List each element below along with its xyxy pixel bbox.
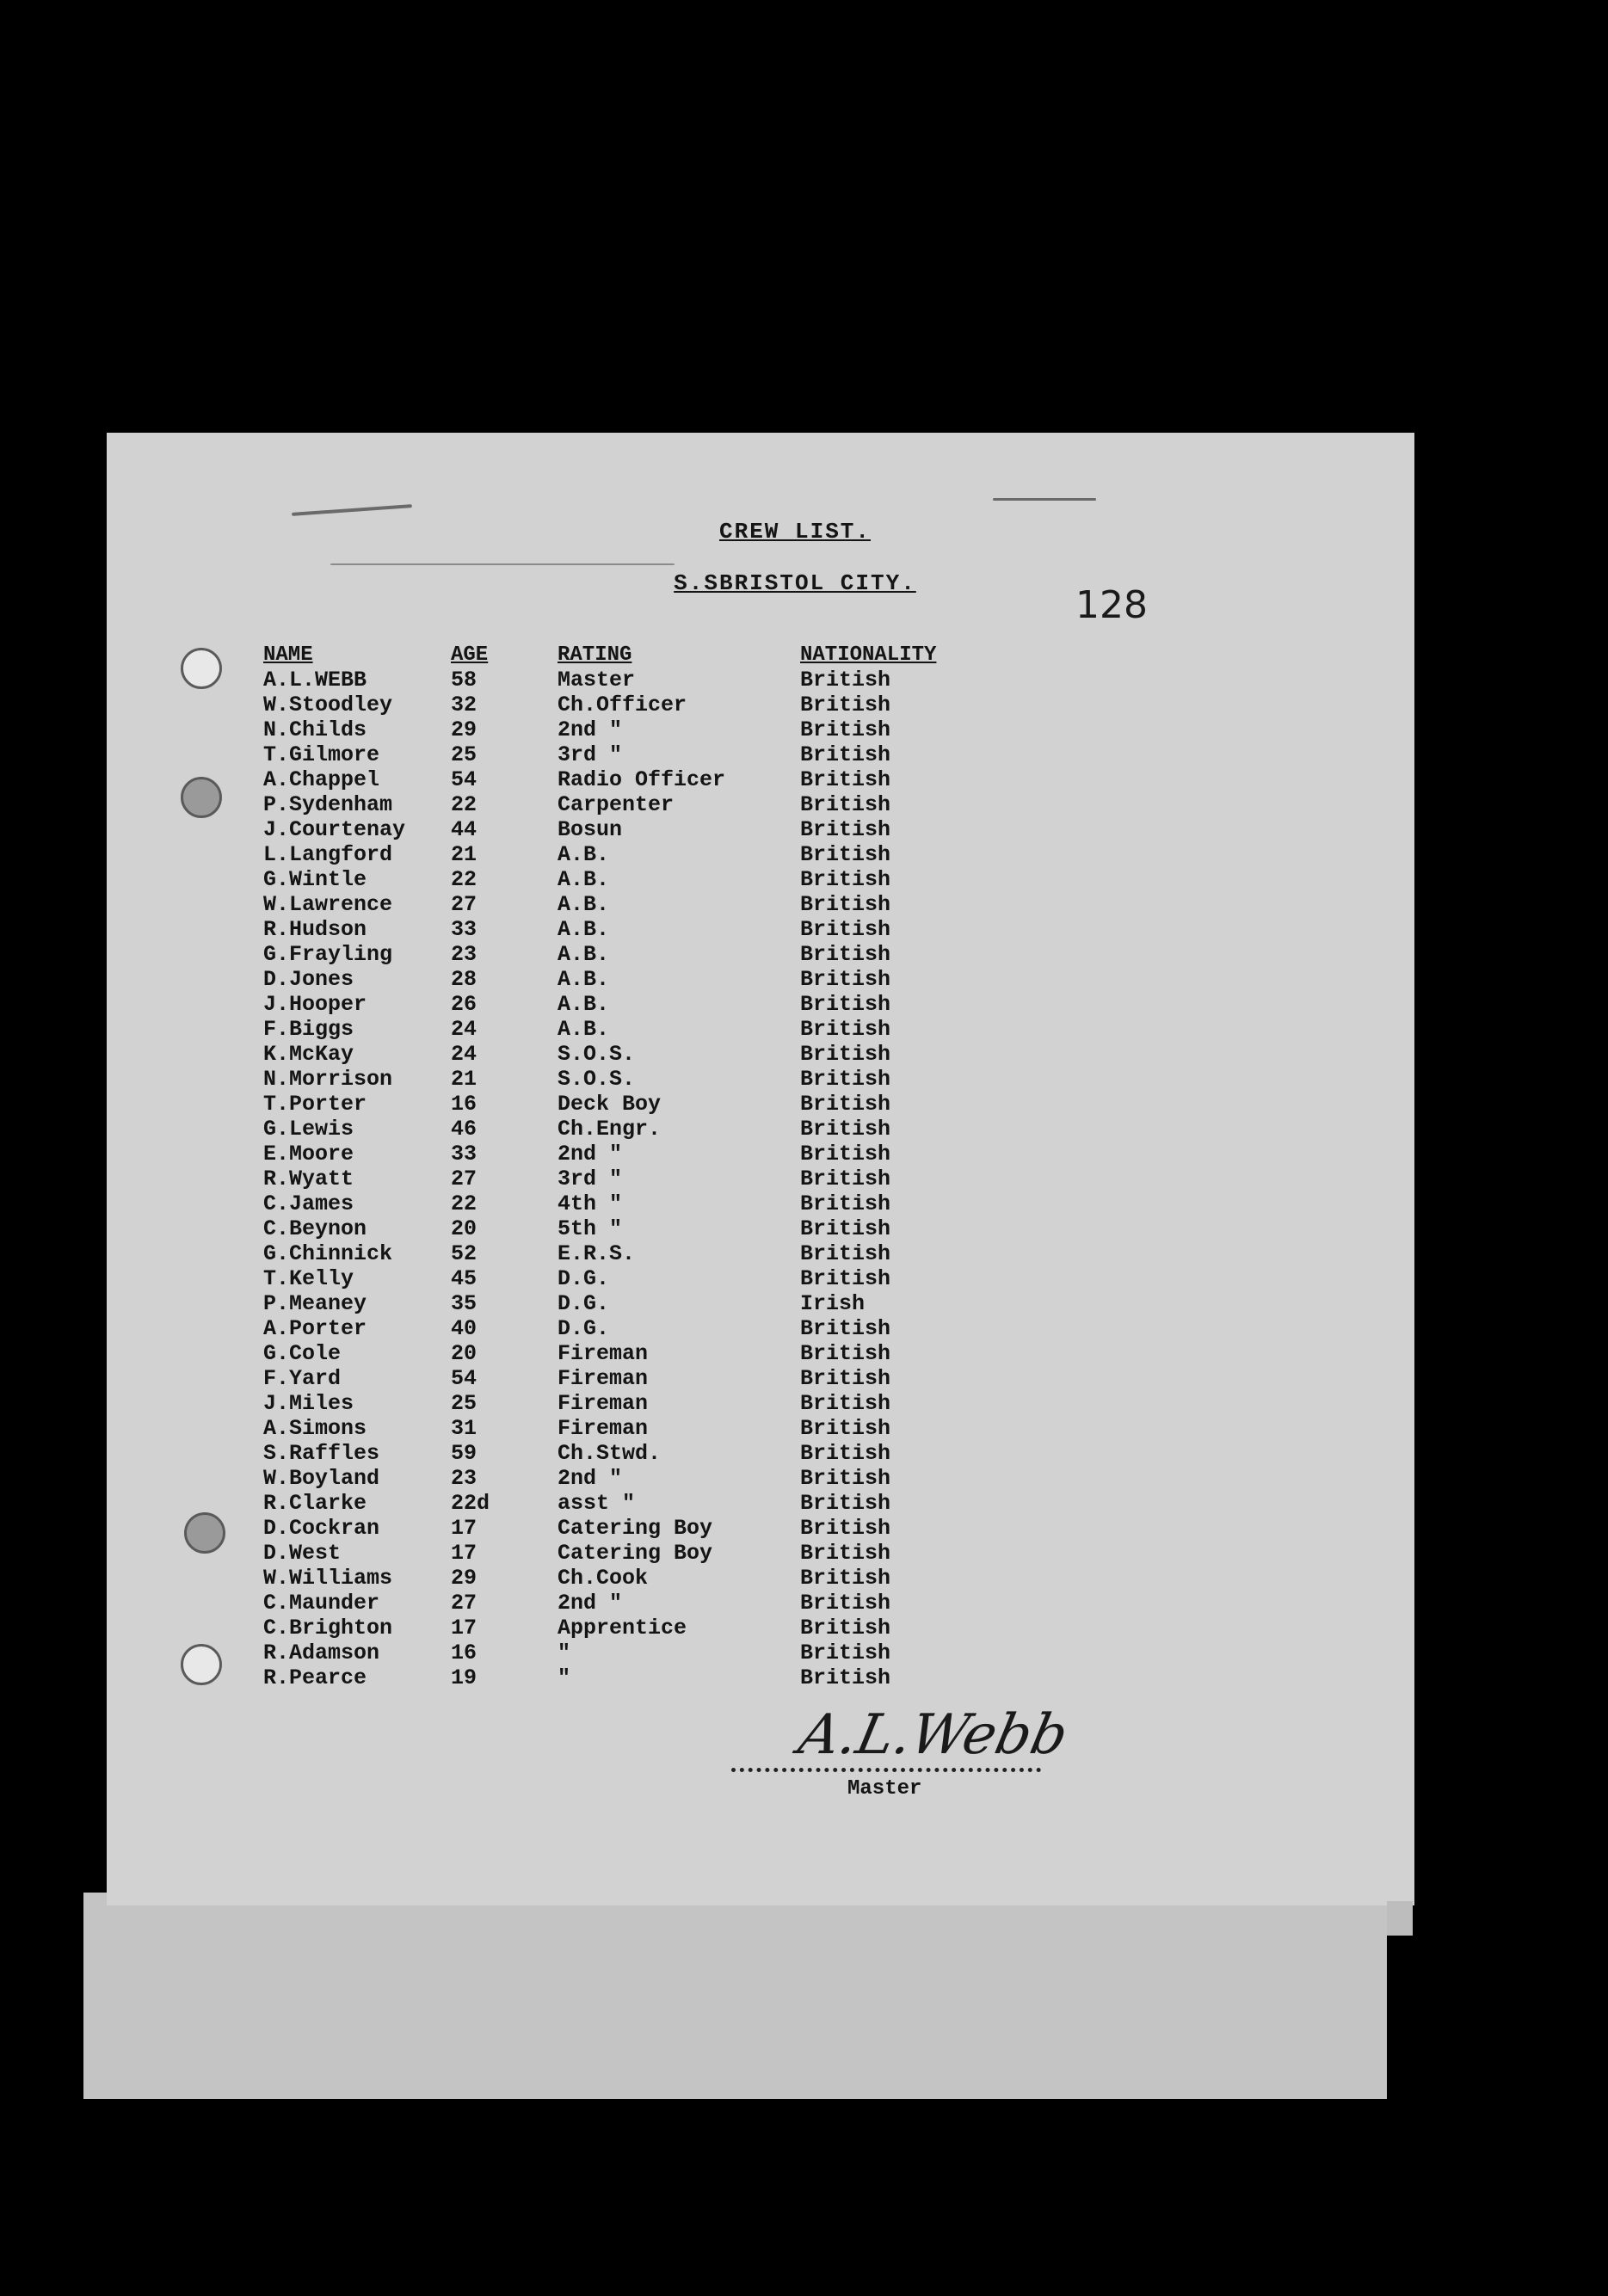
crew-rating: S.O.S.: [558, 1067, 636, 1092]
crew-row: [263, 1117, 972, 1142]
crew-rating: A.B.: [558, 867, 610, 892]
crew-name: R.Adamson: [263, 1640, 380, 1665]
crew-age: 52: [451, 1241, 477, 1266]
crew-rating: D.G.: [558, 1316, 610, 1341]
crew-row: [263, 1616, 972, 1640]
crew-name: N.Childs: [263, 717, 367, 742]
crew-name: R.Wyatt: [263, 1166, 354, 1191]
crew-nationality: British: [800, 1516, 891, 1541]
crew-name: E.Moore: [263, 1142, 354, 1166]
crew-nationality: British: [800, 1092, 891, 1117]
crew-row: [263, 792, 972, 817]
crew-rating: ": [558, 1665, 571, 1690]
crew-nationality: British: [800, 1591, 891, 1616]
crew-nationality: British: [800, 1142, 891, 1166]
crew-row: [263, 1566, 972, 1591]
crew-age: 35: [451, 1291, 477, 1316]
crew-age: 45: [451, 1266, 477, 1291]
crew-age: 22: [451, 792, 477, 817]
header-name: NAME: [263, 643, 313, 667]
crew-nationality: British: [800, 1191, 891, 1216]
crew-nationality: British: [800, 1541, 891, 1566]
sheet-edge: [1387, 1901, 1413, 1936]
crew-rating: 2nd ": [558, 1591, 623, 1616]
crew-nationality: British: [800, 1491, 891, 1516]
crew-name: R.Hudson: [263, 917, 367, 942]
crew-rating: S.O.S.: [558, 1042, 636, 1067]
crew-name: F.Yard: [263, 1366, 342, 1391]
crew-age: 20: [451, 1341, 477, 1366]
signature-line: [731, 1768, 1041, 1772]
crew-rating: D.G.: [558, 1291, 610, 1316]
crew-age: 25: [451, 742, 477, 767]
crew-age: 21: [451, 1067, 477, 1092]
crew-rating: A.B.: [558, 942, 610, 967]
crew-name: G.Wintle: [263, 867, 367, 892]
crew-rating: Carpenter: [558, 792, 675, 817]
crew-age: 58: [451, 668, 477, 692]
crew-nationality: British: [800, 1366, 891, 1391]
crew-age: 59: [451, 1441, 477, 1466]
crew-rating: 5th ": [558, 1216, 623, 1241]
header-nationality: NATIONALITY: [800, 643, 937, 667]
crew-row: [263, 1541, 972, 1566]
crew-table-header: [263, 642, 972, 668]
punch-hole: [184, 1512, 225, 1554]
crew-age: 19: [451, 1665, 477, 1690]
crew-row: [263, 967, 972, 992]
crew-name: G.Frayling: [263, 942, 393, 967]
crew-name: J.Hooper: [263, 992, 367, 1017]
crew-nationality: British: [800, 1241, 891, 1266]
crew-row: [263, 817, 972, 842]
crew-row: [263, 1191, 972, 1216]
crew-age: 27: [451, 1591, 477, 1616]
crew-rating: A.B.: [558, 992, 610, 1017]
crew-name: P.Meaney: [263, 1291, 367, 1316]
crew-name: R.Pearce: [263, 1665, 367, 1690]
crew-age: 33: [451, 1142, 477, 1166]
crew-row: [263, 1166, 972, 1191]
crew-rating: 3rd ": [558, 1166, 623, 1191]
crew-name: T.Porter: [263, 1092, 367, 1117]
punch-hole: [181, 648, 222, 689]
crew-rating: A.B.: [558, 1017, 610, 1042]
crew-nationality: British: [800, 1067, 891, 1092]
crew-nationality: British: [800, 942, 891, 967]
crew-row: [263, 1466, 972, 1491]
crew-name: G.Chinnick: [263, 1241, 393, 1266]
crew-name: C.Beynon: [263, 1216, 367, 1241]
crew-name: C.James: [263, 1191, 354, 1216]
crew-age: 31: [451, 1416, 477, 1441]
crew-row: [263, 1441, 972, 1466]
crew-name: N.Morrison: [263, 1067, 393, 1092]
crew-row: [263, 767, 972, 792]
crew-row: [263, 1341, 972, 1366]
crew-row: [263, 1391, 972, 1416]
crew-rating: 4th ": [558, 1191, 623, 1216]
crew-rating: Master: [558, 668, 636, 692]
crew-rating: 2nd ": [558, 1466, 623, 1491]
crew-age: 44: [451, 817, 477, 842]
header-age: AGE: [451, 643, 489, 667]
underlying-sheet: [83, 1893, 1387, 2099]
punch-hole: [181, 777, 222, 818]
crew-rating: 2nd ": [558, 1142, 623, 1166]
crew-rating: Bosun: [558, 817, 623, 842]
crew-age: 40: [451, 1316, 477, 1341]
crew-name: W.Stoodley: [263, 692, 393, 717]
ink-smudge: [292, 504, 412, 516]
crew-row: [263, 1316, 972, 1341]
ship-name: S.SBRISTOL CITY.: [674, 570, 916, 596]
crew-name: A.Porter: [263, 1316, 367, 1341]
crew-rating: Ch.Officer: [558, 692, 687, 717]
crew-age: 16: [451, 1092, 477, 1117]
crew-age: 17: [451, 1541, 477, 1566]
crew-nationality: British: [800, 1017, 891, 1042]
crew-name: D.Jones: [263, 967, 354, 992]
crew-age: 24: [451, 1042, 477, 1067]
crew-nationality: British: [800, 867, 891, 892]
crew-age: 21: [451, 842, 477, 867]
crew-age: 22: [451, 867, 477, 892]
crew-nationality: British: [800, 842, 891, 867]
crew-name: A.Chappel: [263, 767, 380, 792]
crew-row: [263, 692, 972, 717]
crew-name: L.Langford: [263, 842, 393, 867]
crew-rating: 3rd ": [558, 742, 623, 767]
crew-nationality: British: [800, 1416, 891, 1441]
crew-row: [263, 1092, 972, 1117]
crew-name: D.Cockran: [263, 1516, 380, 1541]
crew-nationality: British: [800, 1640, 891, 1665]
crew-nationality: British: [800, 1616, 891, 1640]
crew-row: [263, 1017, 972, 1042]
crew-name: F.Biggs: [263, 1017, 354, 1042]
crew-age: 23: [451, 1466, 477, 1491]
punch-hole: [181, 1644, 222, 1685]
crew-row: [263, 867, 972, 892]
crew-nationality: British: [800, 817, 891, 842]
crew-name: G.Cole: [263, 1341, 342, 1366]
crew-rating: asst ": [558, 1491, 636, 1516]
crew-nationality: British: [800, 742, 891, 767]
crew-nationality: British: [800, 1216, 891, 1241]
crew-row: [263, 842, 972, 867]
crew-row: [263, 1241, 972, 1266]
crew-age: 54: [451, 767, 477, 792]
crew-name: D.West: [263, 1541, 342, 1566]
crew-nationality: British: [800, 1665, 891, 1690]
crew-row: [263, 1491, 972, 1516]
crew-name: C.Brighton: [263, 1616, 393, 1640]
crew-row: [263, 742, 972, 767]
crew-nationality: British: [800, 992, 891, 1017]
crew-row: [263, 1665, 972, 1690]
page-number: 128: [1075, 583, 1148, 627]
crew-name: T.Gilmore: [263, 742, 380, 767]
crew-nationality: British: [800, 1266, 891, 1291]
crew-rating: A.B.: [558, 917, 610, 942]
crew-name: W.Williams: [263, 1566, 393, 1591]
document-title: CREW LIST.: [718, 519, 872, 545]
crew-rating: A.B.: [558, 967, 610, 992]
crew-name: J.Miles: [263, 1391, 354, 1416]
ink-smudge: [993, 498, 1096, 501]
crew-name: T.Kelly: [263, 1266, 354, 1291]
crew-rating: Fireman: [558, 1391, 649, 1416]
crew-row: [263, 1142, 972, 1166]
crew-rating: ": [558, 1640, 571, 1665]
crew-nationality: British: [800, 1441, 891, 1466]
signature-label: Master: [847, 1777, 922, 1800]
crew-row: [263, 668, 972, 692]
crew-row: [263, 1067, 972, 1092]
crew-name: A.Simons: [263, 1416, 367, 1441]
crew-age: 33: [451, 917, 477, 942]
crew-row: [263, 1516, 972, 1541]
header-rating: RATING: [558, 643, 632, 667]
crew-age: 17: [451, 1616, 477, 1640]
crew-age: 54: [451, 1366, 477, 1391]
crew-rating: E.R.S.: [558, 1241, 636, 1266]
crew-name: S.Raffles: [263, 1441, 380, 1466]
crew-nationality: British: [800, 792, 891, 817]
crew-nationality: British: [800, 1391, 891, 1416]
crew-row: [263, 1640, 972, 1665]
crew-age: 25: [451, 1391, 477, 1416]
crew-row: [263, 892, 972, 917]
crew-row: [263, 917, 972, 942]
crew-rating: Fireman: [558, 1366, 649, 1391]
crew-nationality: British: [800, 1341, 891, 1366]
crew-row: [263, 1042, 972, 1067]
crew-nationality: British: [800, 1316, 891, 1341]
crew-rating: Fireman: [558, 1416, 649, 1441]
crew-row: [263, 1216, 972, 1241]
crew-nationality: British: [800, 1466, 891, 1491]
crew-table: [263, 642, 972, 1690]
crew-name: P.Sydenham: [263, 792, 393, 817]
crew-name: W.Boyland: [263, 1466, 380, 1491]
crew-age: 32: [451, 692, 477, 717]
crew-rating: Apprentice: [558, 1616, 687, 1640]
crew-name: A.L.WEBB: [263, 668, 367, 692]
crew-age: 27: [451, 892, 477, 917]
crew-rating: Fireman: [558, 1341, 649, 1366]
crew-age: 29: [451, 1566, 477, 1591]
crew-row: [263, 1291, 972, 1316]
crew-nationality: British: [800, 967, 891, 992]
crew-nationality: British: [800, 1166, 891, 1191]
master-signature: A.L.Webb: [793, 1703, 1074, 1767]
crew-age: 26: [451, 992, 477, 1017]
crew-row: [263, 1366, 972, 1391]
crew-nationality: British: [800, 1042, 891, 1067]
crew-row: [263, 1266, 972, 1291]
crew-nationality: British: [800, 692, 891, 717]
crew-age: 27: [451, 1166, 477, 1191]
crew-age: 28: [451, 967, 477, 992]
crew-row: [263, 942, 972, 967]
crew-row: [263, 1591, 972, 1616]
crew-rating: A.B.: [558, 842, 610, 867]
crew-rating: D.G.: [558, 1266, 610, 1291]
crew-row: [263, 717, 972, 742]
crew-rating: Deck Boy: [558, 1092, 662, 1117]
crew-nationality: British: [800, 717, 891, 742]
crew-rating: Catering Boy: [558, 1541, 713, 1566]
crew-nationality: British: [800, 1117, 891, 1142]
crew-name: K.McKay: [263, 1042, 354, 1067]
crew-nationality: Irish: [800, 1291, 866, 1316]
crew-age: 22d: [451, 1491, 490, 1516]
crew-rating: Ch.Cook: [558, 1566, 649, 1591]
crew-name: W.Lawrence: [263, 892, 393, 917]
crew-nationality: British: [800, 767, 891, 792]
crew-name: C.Maunder: [263, 1591, 380, 1616]
crew-age: 24: [451, 1017, 477, 1042]
crew-age: 22: [451, 1191, 477, 1216]
crew-nationality: British: [800, 892, 891, 917]
crew-age: 16: [451, 1640, 477, 1665]
crew-age: 17: [451, 1516, 477, 1541]
crew-age: 20: [451, 1216, 477, 1241]
crew-row: [263, 992, 972, 1017]
crew-rating: Catering Boy: [558, 1516, 713, 1541]
crew-name: G.Lewis: [263, 1117, 354, 1142]
crew-rating: Ch.Engr.: [558, 1117, 662, 1142]
crew-age: 23: [451, 942, 477, 967]
crew-rating: A.B.: [558, 892, 610, 917]
crew-nationality: British: [800, 668, 891, 692]
crew-name: J.Courtenay: [263, 817, 406, 842]
crew-rating: Ch.Stwd.: [558, 1441, 662, 1466]
crew-age: 29: [451, 717, 477, 742]
crew-name: R.Clarke: [263, 1491, 367, 1516]
crew-age: 46: [451, 1117, 477, 1142]
crew-rating: Radio Officer: [558, 767, 726, 792]
crew-row: [263, 1416, 972, 1441]
crew-nationality: British: [800, 1566, 891, 1591]
crew-rating: 2nd ": [558, 717, 623, 742]
pencil-line: [330, 563, 675, 565]
crew-nationality: British: [800, 917, 891, 942]
